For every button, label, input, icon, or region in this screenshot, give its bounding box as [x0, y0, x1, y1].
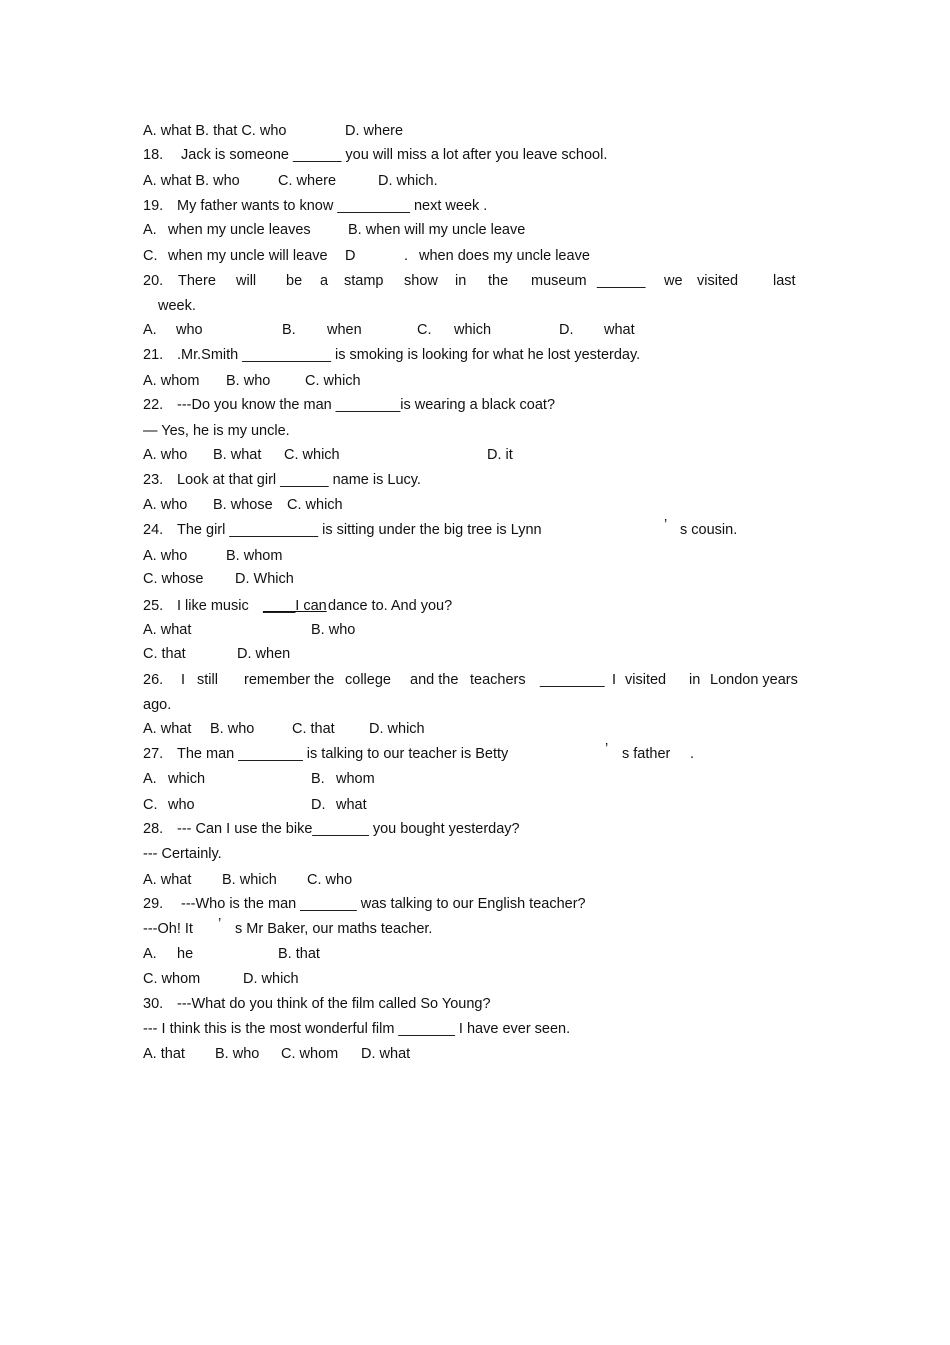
options-17-abc: A. what B. that C. who — [143, 123, 287, 139]
option-29-a: he — [177, 946, 194, 962]
question-27-text-end: s father — [622, 746, 671, 762]
question-20-word: There — [178, 273, 216, 289]
option-20-c-letter: C. — [417, 322, 432, 338]
option-28-c: C. who — [307, 872, 353, 888]
question-28-text: --- Can I use the bike_______ you bought yesterday? — [177, 821, 520, 837]
question-27-number: 27. — [143, 746, 164, 762]
option-27-b: whom — [336, 771, 375, 787]
question-20-word: visited — [697, 273, 739, 289]
question-30-text: ---What do you think of the film called So Young? — [177, 996, 491, 1012]
option-26-d: D. which — [369, 721, 425, 737]
option-27-c: who — [168, 797, 195, 813]
option-29-b: B. that — [278, 946, 320, 962]
option-30-d: D. what — [361, 1046, 411, 1062]
option-19-d: when does my uncle leave — [419, 248, 590, 264]
question-26-word: remember the — [244, 672, 335, 688]
question-29-apostrophe: ’ — [218, 916, 222, 932]
question-26-word: I — [612, 672, 617, 688]
question-26-word: still — [197, 672, 218, 688]
question-23-text: Look at that girl ______ name is Lucy. — [177, 472, 421, 488]
question-30-reply: --- I think this is the most wonderful film _______ I have ever seen. — [143, 1021, 571, 1037]
option-29-c: C. whom — [143, 971, 201, 987]
question-19-number: 19. — [143, 198, 164, 214]
question-18-text: Jack is someone ______ you will miss a lot after you leave school. — [181, 147, 608, 163]
question-28-number: 28. — [143, 821, 164, 837]
option-27-d-letter: D. — [311, 797, 326, 813]
question-20-number: 20. — [143, 273, 164, 289]
question-26-word: and the — [410, 672, 459, 688]
option-30-a: A. that — [143, 1046, 185, 1062]
option-24-d: D. Which — [235, 571, 294, 587]
question-27-period: . — [690, 746, 695, 762]
option-22-c: C. which — [284, 447, 340, 463]
option-27-c-letter: C. — [143, 797, 158, 813]
question-19-text: My father wants to know _________ next week . — [177, 198, 488, 214]
question-20-blank: ______ — [597, 273, 646, 289]
question-25-underlined: ____I can — [263, 598, 327, 614]
question-24-number: 24. — [143, 522, 164, 538]
question-27-text: The man ________ is talking to our teacher is Betty — [177, 746, 509, 762]
question-26-number: 26. — [143, 672, 164, 688]
question-20-word: the — [488, 273, 509, 289]
option-20-a: who — [176, 322, 203, 338]
option-29-d: D. which — [243, 971, 299, 987]
option-27-d: what — [336, 797, 367, 813]
option-18-c: C. where — [278, 173, 337, 189]
question-20-word: a — [320, 273, 329, 289]
question-21-number: 21. — [143, 347, 164, 363]
question-29-reply-start: ---Oh! It — [143, 921, 193, 937]
option-26-b: B. who — [210, 721, 255, 737]
question-26-word: college — [345, 672, 391, 688]
option-19-d-letter: D — [345, 248, 356, 264]
question-20-word: stamp — [344, 273, 384, 289]
option-25-d: D. when — [237, 646, 291, 662]
option-27-b-letter: B. — [311, 771, 325, 787]
option-28-b: B. which — [222, 872, 277, 888]
question-26-text-cont: ago. — [143, 697, 172, 713]
option-23-c: C. which — [287, 497, 343, 513]
option-25-c: C. that — [143, 646, 186, 662]
option-26-c: C. that — [292, 721, 335, 737]
question-26-word: in — [689, 672, 701, 688]
question-29-reply-end: s Mr Baker, our maths teacher. — [235, 921, 433, 937]
option-21-c: C. which — [305, 373, 361, 389]
option-24-c: C. whose — [143, 571, 204, 587]
question-26-word: teachers — [470, 672, 526, 688]
question-20-text-cont: week. — [158, 298, 196, 314]
option-23-b: B. whose — [213, 497, 273, 513]
option-20-b: when — [327, 322, 362, 338]
question-27-apostrophe: ’ — [605, 741, 609, 757]
question-20-word: be — [286, 273, 303, 289]
option-19-c-letter: C. — [143, 248, 158, 264]
question-28-reply: --- Certainly. — [143, 846, 222, 862]
question-24-text: The girl ___________ is sitting under the big tree is Lynn — [177, 522, 542, 538]
option-20-d-letter: D. — [559, 322, 574, 338]
option-25-b: B. who — [311, 622, 356, 638]
option-26-a: A. what — [143, 721, 192, 737]
question-22-number: 22. — [143, 397, 164, 413]
option-22-d: D. it — [487, 447, 513, 463]
option-20-b-letter: B. — [282, 322, 296, 338]
question-20-word: will — [236, 273, 257, 289]
question-18-number: 18. — [143, 147, 164, 163]
question-30-number: 30. — [143, 996, 164, 1012]
question-20-word: museum — [531, 273, 587, 289]
options-18-ab: A. what B. who — [143, 173, 240, 189]
question-20-word: last — [773, 273, 796, 289]
option-19-b: B. when will my uncle leave — [348, 222, 526, 238]
question-29-text: ---Who is the man _______ was talking to our English teacher? — [181, 896, 586, 912]
option-19-d-dot: . — [404, 248, 409, 264]
option-18-d: D. which. — [378, 173, 438, 189]
option-27-a: which — [168, 771, 206, 787]
question-25-text: I like music — [177, 598, 249, 614]
option-22-b: B. what — [213, 447, 262, 463]
option-23-a: A. who — [143, 497, 188, 513]
option-19-c: when my uncle will leave — [168, 248, 328, 264]
option-25-a: A. what — [143, 622, 192, 638]
option-20-c: which — [454, 322, 492, 338]
question-22-reply: — Yes, he is my uncle. — [143, 423, 290, 439]
question-20-word: show — [404, 273, 438, 289]
question-20-word: we — [664, 273, 683, 289]
option-30-b: B. who — [215, 1046, 260, 1062]
option-19-a: when my uncle leaves — [168, 222, 311, 238]
option-27-a-letter: A. — [143, 771, 157, 787]
question-24-text-end: s cousin. — [680, 522, 738, 538]
question-26-word: I — [181, 672, 186, 688]
question-22-text: ---Do you know the man ________is wearing a black coat? — [177, 397, 556, 413]
option-24-a: A. who — [143, 548, 188, 564]
question-21-text: .Mr.Smith ___________ is smoking is looking for what he lost yesterday. — [177, 347, 641, 363]
option-28-a: A. what — [143, 872, 192, 888]
option-29-a-letter: A. — [143, 946, 157, 962]
option-24-b: B. whom — [226, 548, 283, 564]
option-30-c: C. whom — [281, 1046, 339, 1062]
option-22-a: A. who — [143, 447, 188, 463]
question-26-blank: ________ — [540, 672, 605, 688]
option-21-b: B. who — [226, 373, 271, 389]
question-29-number: 29. — [143, 896, 164, 912]
question-24-apostrophe: ’ — [664, 517, 668, 533]
option-20-d: what — [604, 322, 635, 338]
option-20-a-letter: A. — [143, 322, 157, 338]
question-26-word: London years — [710, 672, 798, 688]
question-25-text-end: dance to. And you? — [328, 598, 453, 614]
question-20-word: in — [455, 273, 467, 289]
question-23-number: 23. — [143, 472, 164, 488]
option-19-a-letter: A. — [143, 222, 157, 238]
option-21-a: A. whom — [143, 373, 200, 389]
question-26-word: visited — [625, 672, 667, 688]
question-25-number: 25. — [143, 598, 164, 614]
option-17-d: D. where — [345, 123, 404, 139]
